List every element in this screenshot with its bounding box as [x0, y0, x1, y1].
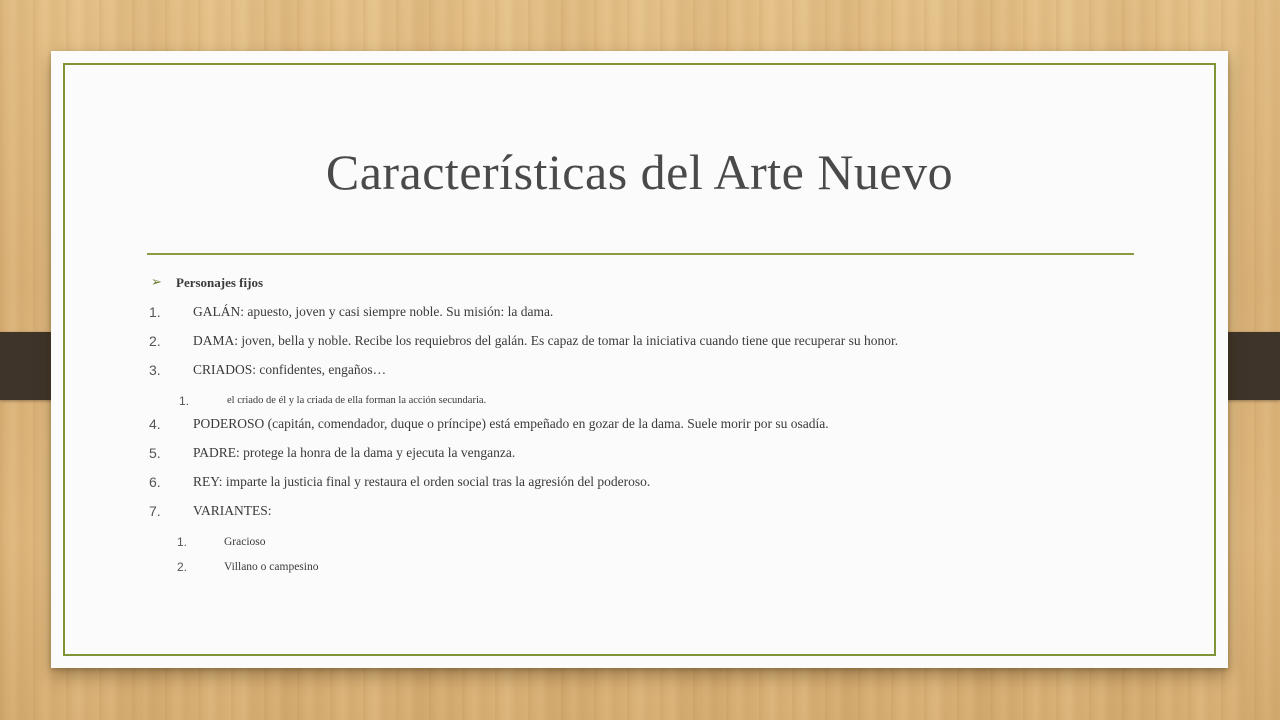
heading-text: Personajes fijos: [176, 275, 264, 290]
list-item: [149, 501, 1149, 530]
sub-list-text: Gracioso: [224, 536, 266, 548]
list-item: [149, 472, 1149, 501]
sub-list-item: [149, 389, 1149, 414]
title-divider: [147, 253, 1134, 255]
list-text: GALÁN: apuesto, joven y casi siempre noble. Su misión: la dama.: [193, 304, 554, 319]
heading-row: [149, 273, 1149, 302]
slide-title: Características del Arte Nuevo: [325, 144, 954, 200]
list-number: 2.: [149, 333, 161, 349]
list-item: [149, 331, 1149, 360]
list-number: 1.: [149, 304, 161, 320]
slide-paper: [51, 51, 1228, 668]
sub-list-number: 1.: [177, 535, 188, 549]
list-text: PODEROSO (capitán, comendador, duque o príncipe) está empeñado en gozar de la dama. Suele morir por su osadía.: [193, 416, 829, 431]
list-number: 6.: [149, 474, 161, 490]
list-text: DAMA: joven, bella y noble. Recibe los requiebros del galán. Es capaz de tomar la iniciativa cuando tiene que recuperar su honor.: [193, 333, 899, 348]
sub-list-item: [149, 555, 1149, 580]
sub-list-item: [149, 530, 1149, 555]
list-text: CRIADOS: confidentes, engaños…: [193, 362, 387, 377]
sub-list-number: 2.: [177, 560, 188, 574]
arrow-bullet-icon: ➢: [151, 275, 162, 290]
slide-content: [149, 273, 1149, 580]
list-number: 7.: [149, 503, 161, 519]
sub-list-text: Villano o campesino: [224, 561, 319, 573]
list-item: [149, 414, 1149, 443]
list-item: [149, 443, 1149, 472]
sub-list-text: el criado de él y la criada de ella forman la acción secundaria.: [227, 395, 487, 406]
list-item: [149, 302, 1149, 331]
list-number: 5.: [149, 445, 161, 461]
list-text: REY: imparte la justicia final y restaura el orden social tras la agresión del poderoso.: [193, 474, 651, 489]
list-number: 4.: [149, 416, 161, 432]
list-item: [149, 360, 1149, 389]
sub-list-number: 1.: [179, 394, 190, 408]
list-number: 3.: [149, 362, 161, 378]
list-text: VARIANTES:: [193, 503, 272, 518]
list-text: PADRE: protege la honra de la dama y ejecuta la venganza.: [193, 445, 516, 460]
